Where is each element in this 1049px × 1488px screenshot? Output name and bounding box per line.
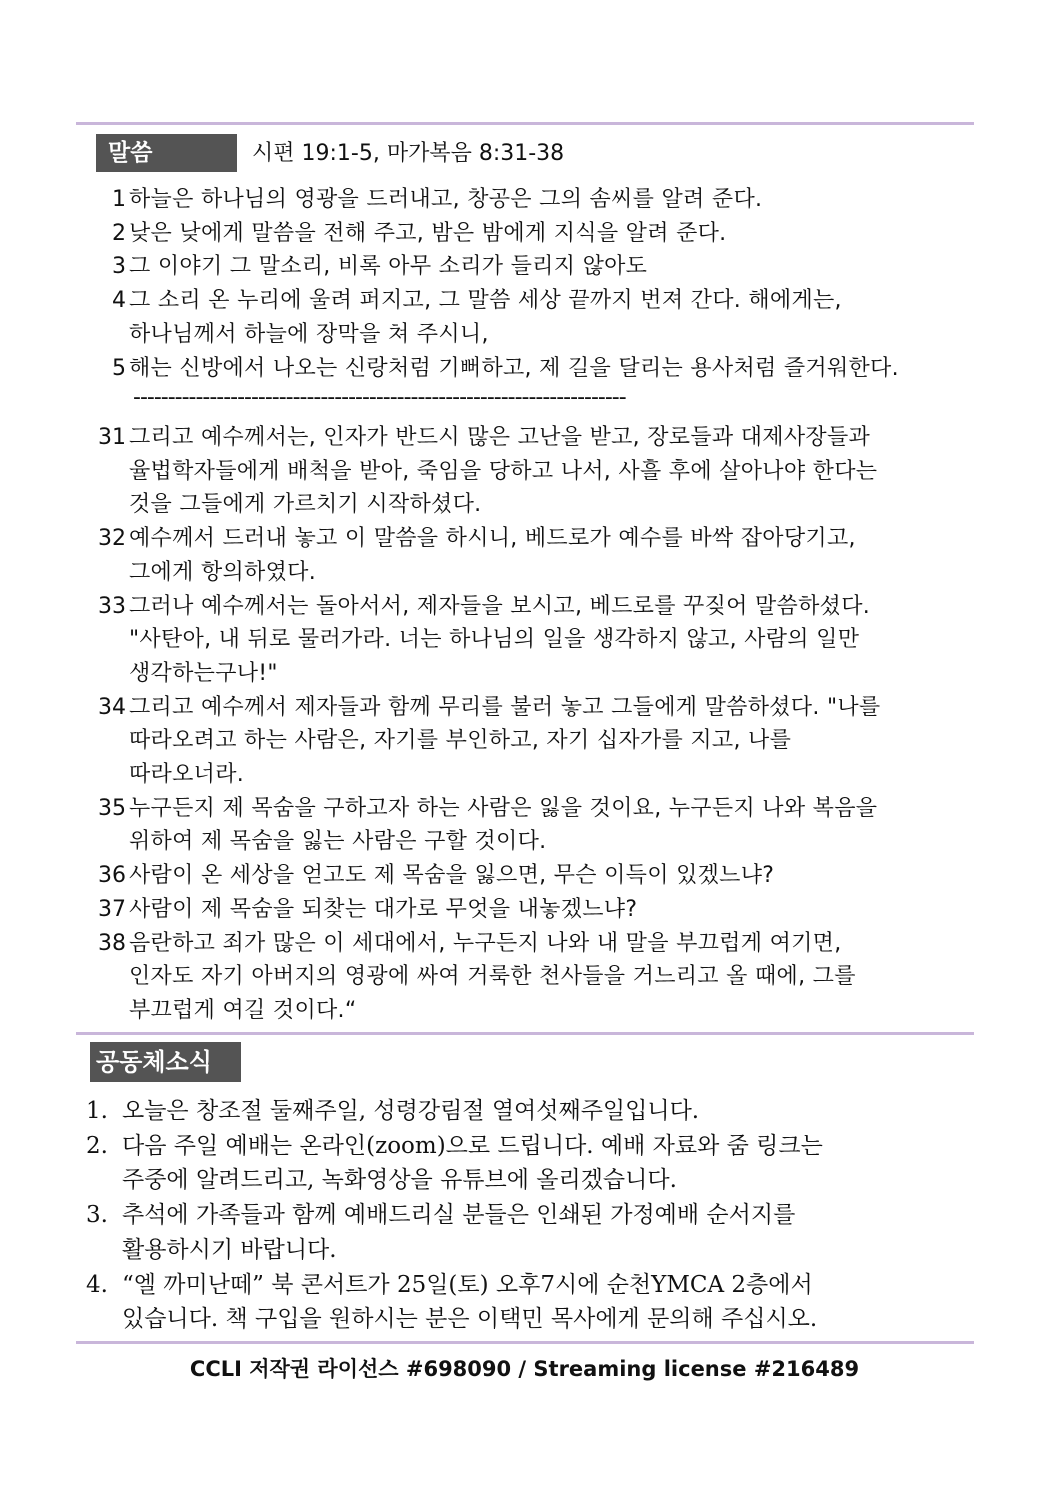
- news-number: 3.: [86, 1202, 108, 1229]
- top-rule: [76, 122, 974, 125]
- news-text: 다음 주일 예배는 온라인(zoom)으로 드립니다. 예배 자료와 줌 링크는 주중에 알려드리고, 녹화영상을 유튜브에 올리겠습니다.: [122, 1132, 823, 1194]
- news-text: “엘 까미난떼” 북 콘서트가 25일(토) 오후7시에 순천YMCA 2층에서 있습니다. 책 구입을 원하시는 분은 이택민 목사에게 문의해 주십시오.: [122, 1271, 818, 1333]
- verse-text: 하늘은 하나님의 영광을 드러내고, 창공은 그의 솜씨를 알려 준다.: [129, 187, 763, 212]
- verse-text: 그 이야기 그 말소리, 비록 아무 소리가 들리지 않아도: [129, 254, 648, 280]
- verse-text: 사람이 온 세상을 얻고도 제 목숨을 잃으면, 무슨 이득이 있겠느냐?: [129, 863, 775, 889]
- news-number: 2.: [86, 1132, 108, 1159]
- mark-verse: [86, 893, 966, 927]
- copyright-footer: CCLI 저작권 라이선스 #698090 / Streaming license #216489: [189, 1357, 860, 1381]
- mark-verse: [86, 927, 966, 1028]
- verse-number: 33: [98, 593, 126, 619]
- verse-text: 음란하고 죄가 많은 이 세대에서, 누구든지 나와 내 말을 부끄럽게 여기면, 인자도 자기 아버지의 영광에 싸여 거룩한 천사들을 거느리고 올 때에, 그를 부끄럽게 여길 것이다.“: [129, 930, 856, 1023]
- verse-number: 35: [98, 795, 126, 821]
- verse-number: 36: [98, 863, 126, 889]
- verse-number: 4: [112, 288, 126, 314]
- verse-number: 32: [98, 526, 126, 552]
- mark-verse: [86, 691, 966, 792]
- mark-verses: [86, 421, 966, 1028]
- psalm-verse: [86, 284, 966, 351]
- mark-verse: [86, 522, 966, 589]
- news-item: [86, 1129, 966, 1198]
- verse-text: 그리고 예수께서 제자들과 함께 무리를 불러 놓고 그들에게 말씀하셨다. "나를 따라오려고 하는 사람은, 자기를 부인하고, 자기 십자가를 지고, 나를 따라오너라.: [129, 694, 881, 788]
- mark-verse: [86, 421, 966, 522]
- psalm-verse: [86, 217, 966, 251]
- verse-text: 그러나 예수께서는 돌아서서, 제자들을 보시고, 베드로를 꾸짖어 말씀하셨다. "사탄아, 내 뒤로 물러가라. 너는 하나님의 일을 생각하지 않고, 사람의 일만 생각하는구나!": [129, 593, 871, 686]
- community-tag: 공동체소식: [90, 1042, 241, 1082]
- verse-number: 1: [112, 187, 126, 212]
- mark-verse: [86, 792, 966, 859]
- mark-verse: [86, 859, 966, 893]
- verse-number: 5: [112, 355, 126, 381]
- verse-text: 예수께서 드러내 놓고 이 말씀을 하시니, 베드로가 예수를 바싹 잡아당기고, 그에게 항의하였다.: [129, 526, 856, 585]
- verse-number: 34: [98, 694, 126, 720]
- news-item: [86, 1094, 966, 1129]
- verse-number: 2: [112, 220, 126, 246]
- verse-text: 해는 신방에서 나오는 신랑처럼 기뻐하고, 제 길을 달리는 용사처럼 즐거워한다.: [129, 355, 899, 381]
- news-number: 1.: [86, 1098, 108, 1124]
- community-news-list: [86, 1094, 966, 1337]
- psalm-verse: [86, 250, 966, 284]
- news-item: [86, 1268, 966, 1337]
- verse-text: 누구든지 제 목숨을 구하고자 하는 사람은 잃을 것이요, 누구든지 나와 복음을 위하여 제 목숨을 잃는 사람은 구할 것이다.: [129, 795, 878, 855]
- verse-text: 낮은 낮에게 말씀을 전해 주고, 밤은 밤에게 지식을 알려 준다.: [129, 220, 727, 246]
- verse-text: 사람이 제 목숨을 되찾는 대가로 무엇을 내놓겠느냐?: [129, 896, 638, 922]
- verse-text: 그리고 예수께서는, 인자가 반드시 많은 고난을 받고, 장로들과 대제사장들과 율법학자들에게 배척을 받아, 죽임을 당하고 나서, 사흘 후에 살아나야 한다는 것을 그들에게 가르치기 시작하셨다.: [129, 425, 878, 518]
- psalm-verse: [86, 183, 966, 217]
- news-text: 추석에 가족들과 함께 예배드리실 분들은 인쇄된 가정예배 순서지를 활용하시기 바랍니다.: [122, 1202, 796, 1263]
- news-text: 오늘은 창조절 둘째주일, 성령강림절 열여섯째주일입니다.: [122, 1098, 700, 1124]
- bottom-rule: [76, 1341, 974, 1344]
- news-number: 4.: [86, 1271, 108, 1298]
- verse-number: 3: [112, 254, 126, 280]
- verse-text: 그 소리 온 누리에 울려 퍼지고, 그 말씀 세상 끝까지 번져 간다. 해에게는, 하나님께서 하늘에 장막을 쳐 주시니,: [129, 288, 842, 347]
- mark-verse: [86, 590, 966, 691]
- psalm-verses: [86, 183, 966, 385]
- scripture-reference: 시편 19:1-5, 마가복음 8:31-38: [252, 141, 565, 166]
- news-item: [86, 1198, 966, 1267]
- verse-divider: -----------------------------------------------------------------------: [133, 385, 626, 410]
- scripture-tag: 말씀: [96, 134, 237, 172]
- verse-number: 37: [98, 896, 126, 922]
- verse-number: 31: [98, 425, 126, 450]
- middle-rule: [76, 1032, 974, 1035]
- verse-number: 38: [98, 930, 126, 956]
